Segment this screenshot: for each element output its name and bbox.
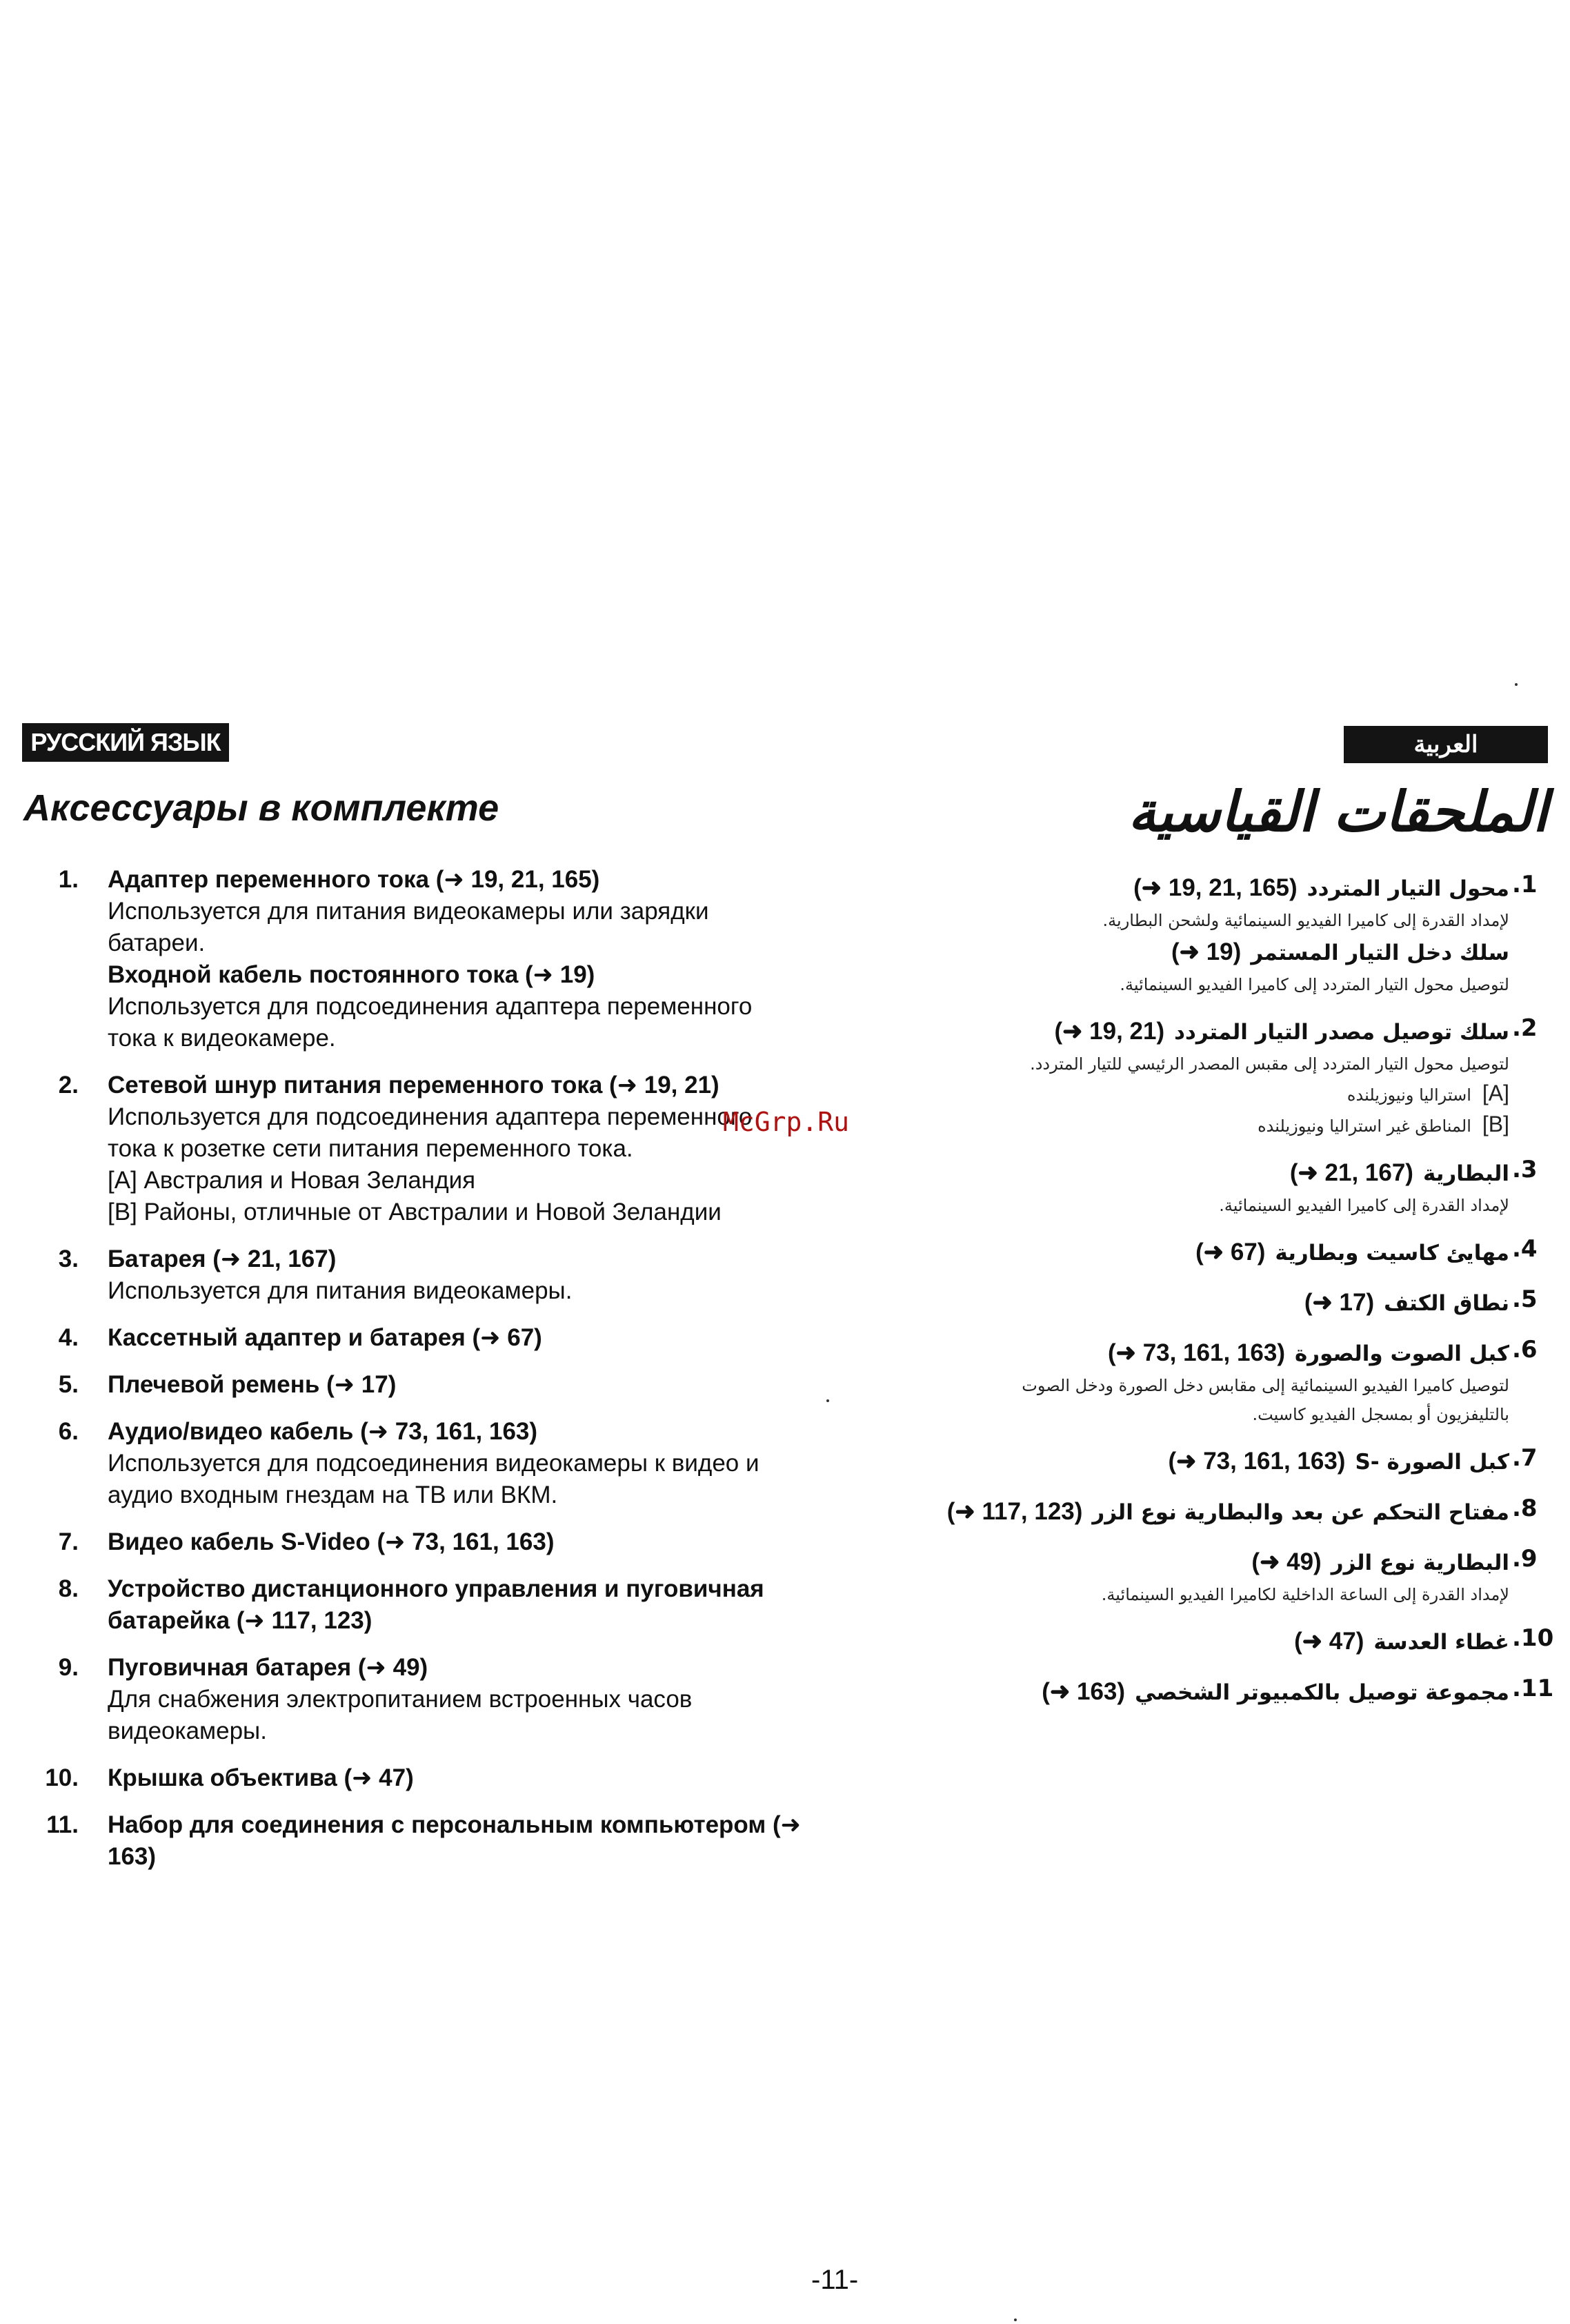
- item-page-reference: (➜ 73, 161, 163): [1108, 1339, 1285, 1366]
- item-heading: Кассетный адаптер и батарея (➜ 67): [108, 1324, 542, 1351]
- item-body: [930, 1495, 1509, 1530]
- item-heading-row: [930, 1444, 1509, 1479]
- item-page-reference: (➜ 49): [1251, 1548, 1322, 1575]
- item-number: .3: [1512, 1156, 1538, 1183]
- item-description-line: بالتليفزيون أو بمسجل الفيديو كاسيت.: [1252, 1405, 1509, 1424]
- item-body: [108, 1526, 821, 1558]
- item-description-line: аудио входным гнездам на ТВ или ВКМ.: [108, 1481, 558, 1508]
- item-heading: Плечевой ремень (➜ 17): [108, 1371, 397, 1398]
- item-number: .2: [1512, 1014, 1538, 1042]
- item-number: 5.: [58, 1371, 79, 1398]
- item-page-reference: (➜ 21, 167): [1289, 1159, 1413, 1186]
- item-body: [930, 1336, 1509, 1429]
- item-page-reference: (➜ 47): [1294, 1628, 1364, 1655]
- list-item: [28, 1369, 821, 1401]
- list-item: [930, 1675, 1554, 1710]
- item-description-line: тока к розетке сети питания переменного тока.: [108, 1135, 633, 1162]
- item-number: 6.: [58, 1418, 79, 1445]
- item-heading: محول التيار المتردد: [1306, 876, 1509, 901]
- scan-speck: [826, 1399, 829, 1402]
- scan-speck: [1515, 683, 1518, 686]
- item-page-reference: (➜ 163): [1042, 1678, 1126, 1705]
- item-number: .7: [1512, 1444, 1538, 1472]
- item-number: 7.: [58, 1528, 79, 1555]
- item-heading: البطارية: [1422, 1161, 1509, 1186]
- item-heading: Набор для соединения с персональным компьютером (➜ 163): [108, 1811, 801, 1870]
- item-description-line: لإمداد القدرة إلى الساعة الداخلية لكاميرا الفيديو السينمائية.: [1101, 1585, 1509, 1604]
- item-heading-row: [930, 1675, 1509, 1710]
- item-number: 9.: [58, 1654, 79, 1681]
- item-body: [930, 1545, 1509, 1609]
- item-body: [108, 1369, 821, 1401]
- list-item: [28, 1322, 821, 1354]
- item-heading-row: [930, 871, 1509, 906]
- item-body: [108, 1322, 821, 1354]
- list-item: [930, 1286, 1551, 1321]
- item-page-reference: (➜ 117, 123): [946, 1498, 1083, 1525]
- item-description-line: видеокамеры.: [108, 1717, 267, 1744]
- list-item: [28, 1070, 821, 1228]
- item-number: 8.: [58, 1575, 79, 1602]
- list-item: [930, 1156, 1551, 1220]
- item-page-reference: (➜ 19, 21): [1054, 1018, 1165, 1045]
- item-heading-row: [930, 1495, 1509, 1530]
- list-item: [28, 1809, 821, 1873]
- item-description-line: [B] Районы, отличные от Австралии и Новой Зеландии: [108, 1199, 722, 1225]
- item-heading-row: [930, 1624, 1509, 1660]
- item-number: .6: [1512, 1336, 1538, 1363]
- item-description-line: батареи.: [108, 929, 206, 956]
- item-description-line: لتوصيل محول التيار المتردد إلى مقبس المصدر الرئيسي للتيار المتردد.: [1030, 1054, 1509, 1074]
- item-sub-heading-row: [930, 935, 1509, 970]
- item-body: [108, 1809, 821, 1873]
- item-heading: Батарея (➜ 21, 167): [108, 1245, 337, 1272]
- list-item: [28, 1652, 821, 1747]
- list-item: [930, 1235, 1551, 1270]
- item-description-line: لإمداد القدرة إلى كاميرا الفيديو السينمائية ولشحن البطارية.: [1102, 911, 1509, 930]
- item-heading: Адаптер переменного тока (➜ 19, 21, 165): [108, 866, 600, 893]
- item-number: .8: [1512, 1495, 1538, 1522]
- item-description-line: [A] Австралия и Новая Зеландия: [108, 1167, 476, 1194]
- item-number: 4.: [58, 1324, 79, 1351]
- item-heading: مهايئ كاسيت وبطارية: [1275, 1241, 1509, 1266]
- item-heading-row: [930, 1235, 1509, 1270]
- list-item: [28, 1573, 821, 1637]
- item-heading: غطاء العدسة: [1373, 1630, 1509, 1655]
- item-body: [930, 1444, 1509, 1479]
- list-item: [930, 1495, 1551, 1530]
- item-body: [108, 1070, 821, 1228]
- item-sub-page-reference: (➜ 19): [1171, 938, 1242, 965]
- item-heading-row: [930, 1156, 1509, 1191]
- item-number: .4: [1512, 1235, 1538, 1263]
- list-item: [930, 871, 1551, 999]
- item-sub-description-line: Используется для подсоединения адаптера переменного: [108, 993, 753, 1020]
- item-body: [930, 871, 1509, 999]
- list-item: [930, 1624, 1554, 1660]
- item-heading: مجموعة توصيل بالكمبيوتر الشخصي: [1135, 1680, 1509, 1705]
- item-number: .10: [1512, 1624, 1554, 1652]
- accessory-list-russian: [28, 864, 821, 1888]
- item-page-reference: (➜ 17): [1304, 1289, 1375, 1316]
- list-item: [28, 1416, 821, 1511]
- list-item: [28, 864, 821, 1054]
- item-heading: Аудио/видео кабель (➜ 73, 161, 163): [108, 1418, 538, 1445]
- language-tag-arabic: العربية: [1344, 726, 1548, 763]
- item-heading: البطارية نوع الزر: [1331, 1550, 1509, 1575]
- item-heading: Устройство дистанционного управления и пуговичная батарейка (➜ 117, 123): [108, 1575, 764, 1634]
- item-number: 3.: [58, 1245, 79, 1272]
- scan-speck: [1014, 2318, 1017, 2321]
- item-number: 10.: [45, 1764, 79, 1791]
- item-body: [108, 1573, 821, 1637]
- item-number: 2.: [58, 1072, 79, 1099]
- item-sub-description-line: لتوصيل محول التيار المتردد إلى كاميرا الفيديو السينمائية.: [1120, 975, 1509, 994]
- item-heading: سلك توصيل مصدر التيار المتردد: [1174, 1020, 1509, 1045]
- page-title-russian: Аксессуары в комплекте: [23, 787, 499, 829]
- item-heading-row: [930, 1286, 1509, 1321]
- item-description-line: Используется для подсоединения видеокамеры к видео и: [108, 1450, 759, 1477]
- item-description-line: لتوصيل كاميرا الفيديو السينمائية إلى مقابس دخل الصورة ودخل الصوت: [1022, 1376, 1509, 1395]
- item-description-line: Используется для подсоединения адаптера переменного: [108, 1103, 753, 1130]
- list-item: [28, 1526, 821, 1558]
- item-body: [108, 1243, 821, 1307]
- item-number: .5: [1512, 1286, 1538, 1313]
- page-title-arabic: الملحقات القياسية: [1128, 780, 1548, 844]
- item-number: 1.: [58, 866, 79, 893]
- region-text: استراليا ونيوزيلنده: [1347, 1085, 1471, 1105]
- item-number: .1: [1512, 871, 1538, 898]
- list-item: [930, 1014, 1551, 1141]
- list-item: [28, 1762, 821, 1794]
- item-sub-heading: سلك دخل التيار المستمر: [1251, 941, 1509, 965]
- region-note: [930, 1110, 1509, 1141]
- item-heading: كبل الصورة -S: [1355, 1450, 1509, 1475]
- item-body: [930, 1624, 1509, 1660]
- item-page-reference: (➜ 19, 21, 165): [1133, 874, 1298, 901]
- page-number: -11-: [811, 2265, 859, 2295]
- region-text: المناطق غير استراليا ونيوزيلنده: [1258, 1116, 1471, 1136]
- list-item: [930, 1444, 1551, 1479]
- item-description-line: لإمداد القدرة إلى كاميرا الفيديو السينمائية.: [1219, 1196, 1509, 1215]
- item-heading: Видео кабель S-Video (➜ 73, 161, 163): [108, 1528, 555, 1555]
- item-heading: مفتاح التحكم عن بعد والبطارية نوع الزر: [1092, 1500, 1509, 1525]
- item-sub-description-line: тока к видеокамере.: [108, 1025, 336, 1052]
- item-body: [930, 1235, 1509, 1270]
- item-body: [108, 1762, 821, 1794]
- item-number: .9: [1512, 1545, 1538, 1573]
- list-item: [28, 1243, 821, 1307]
- item-body: [930, 1156, 1509, 1220]
- region-code: [B]: [1482, 1112, 1509, 1136]
- language-tag-russian: РУССКИЙ ЯЗЫК: [22, 723, 229, 762]
- item-heading: Пуговичная батарея (➜ 49): [108, 1654, 428, 1681]
- item-heading-row: [930, 1336, 1509, 1371]
- item-page-reference: (➜ 67): [1195, 1239, 1266, 1266]
- list-item: [930, 1545, 1551, 1609]
- item-page-reference: (➜ 73, 161, 163): [1168, 1448, 1346, 1475]
- watermark: McGrp.Ru: [723, 1107, 850, 1137]
- region-code: [A]: [1482, 1081, 1509, 1105]
- item-body: [930, 1286, 1509, 1321]
- item-heading-row: [930, 1014, 1509, 1050]
- item-heading: كبل الصوت والصورة: [1295, 1341, 1509, 1366]
- item-heading-row: [930, 1545, 1509, 1580]
- item-body: [108, 1416, 821, 1511]
- item-heading: نطاق الكتف: [1384, 1291, 1509, 1316]
- item-description-line: Для снабжения электропитанием встроенных часов: [108, 1686, 693, 1713]
- item-description-line: Используется для питания видеокамеры.: [108, 1277, 573, 1304]
- item-number: .11: [1512, 1675, 1554, 1702]
- list-item: [930, 1336, 1551, 1429]
- item-body: [930, 1675, 1509, 1710]
- item-sub-heading: Входной кабель постоянного тока (➜ 19): [108, 961, 595, 988]
- region-note: [930, 1079, 1509, 1110]
- item-body: [930, 1014, 1509, 1141]
- item-number: 11.: [46, 1811, 79, 1838]
- item-heading: Сетевой шнур питания переменного тока (➜ 19, 21): [108, 1072, 719, 1099]
- item-description-line: Используется для питания видеокамеры или зарядки: [108, 898, 709, 925]
- accessory-list-arabic: [930, 871, 1554, 1725]
- item-heading: Крышка объектива (➜ 47): [108, 1764, 414, 1791]
- item-body: [108, 1652, 821, 1747]
- item-body: [108, 864, 821, 1054]
